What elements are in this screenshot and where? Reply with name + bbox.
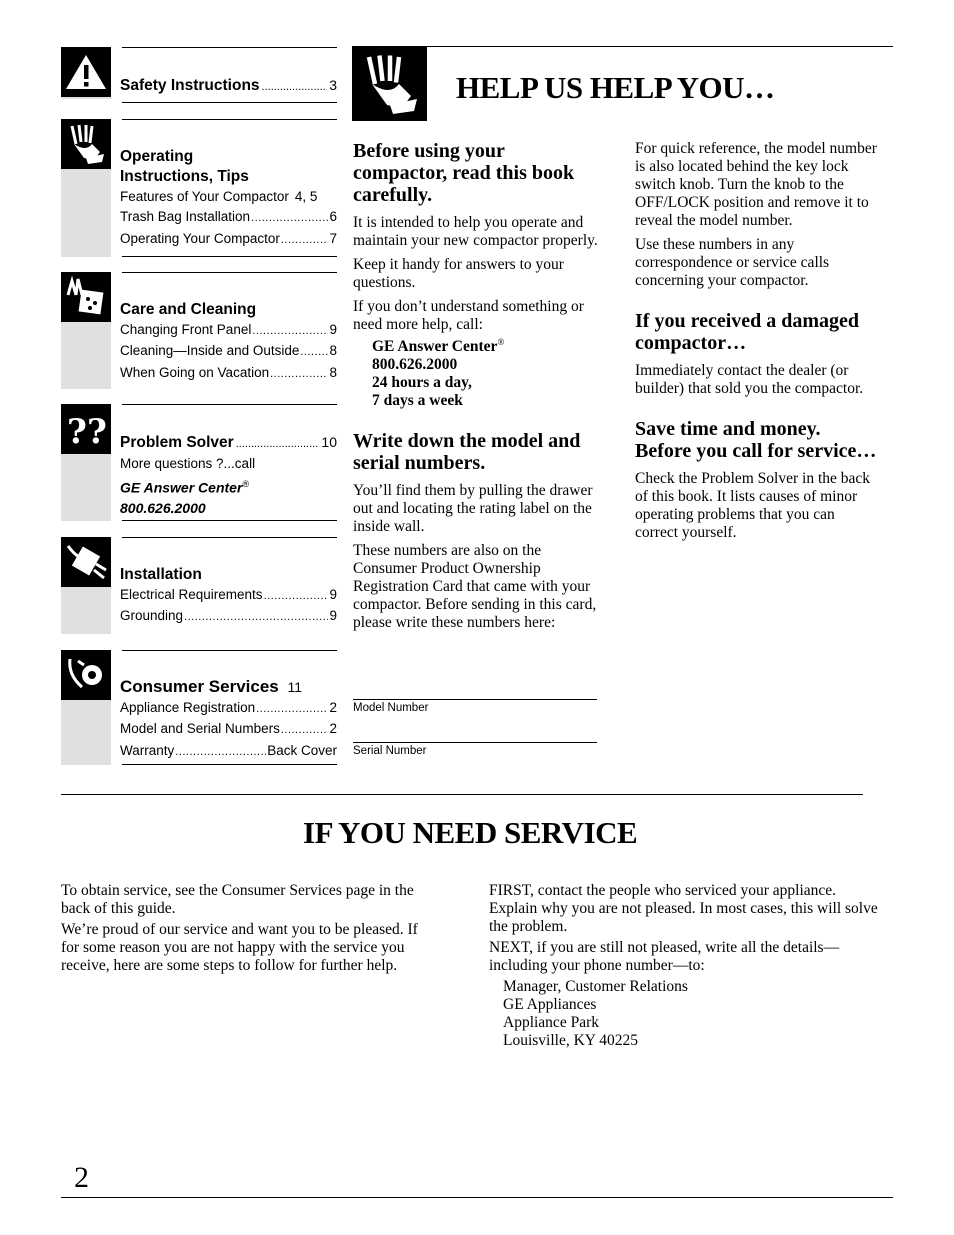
write-p1: You’ll find them by pulling the drawer out and locating the rating label on the inside wall. <box>353 482 593 535</box>
hand-pressing-icon <box>61 119 111 169</box>
write-p2: These numbers are also on the Consumer Product Ownership Registration Card that came with your compactor. Before sending in this card, please write these numbers here: <box>353 542 597 631</box>
toc-care <box>61 272 337 389</box>
toc-item[interactable]: When Going on Vacation ..... 8 <box>120 363 337 384</box>
toc-item[interactable]: Grounding ..... 9 <box>120 606 337 627</box>
service-right-p2: NEXT, if you are still not pleased, write all the details—including your phone number—to: <box>489 939 840 974</box>
toc-installation-heading: Installation <box>120 566 202 583</box>
service-left-p1: To obtain service, see the Consumer Services page in the back of this guide. <box>61 882 414 917</box>
toc-phone: 800.626.2000 <box>120 499 206 516</box>
toc-item[interactable]: Electrical Requirements ..... 9 <box>120 585 337 606</box>
save-p1: Check the Problem Solver in the back of this book. It lists causes of minor operating problems that you can correct yourself. <box>635 470 871 541</box>
svg-text:?: ? <box>67 412 87 451</box>
toc-more-questions: More questions ?...call <box>120 456 256 471</box>
toc-item[interactable]: Cleaning—Inside and Outside ..... 8 <box>120 341 337 362</box>
damaged-heading: If you received a damaged compactor… <box>635 310 860 354</box>
answer-center-phone: 800.626.2000 <box>372 356 458 373</box>
answer-center-hours: 24 hours a day, <box>372 374 472 391</box>
toc-safety-page: 3 <box>329 77 337 93</box>
toc-consumer-heading: Consumer Services <box>120 677 279 696</box>
service-left-p2: We’re proud of our service and want you to be pleased. If for some reason you are not happy with the service you receive, here are some steps to follow for further help. <box>61 921 418 974</box>
toc-item[interactable]: Changing Front Panel ..... 9 <box>120 320 337 341</box>
toc-operating-heading-2: Instructions, Tips <box>120 168 249 185</box>
model-number-field[interactable] <box>353 699 597 700</box>
toc-problem-heading: Problem Solver <box>120 434 234 451</box>
serial-number-label: Serial Number <box>353 745 427 757</box>
damaged-p1: Immediately contact the dealer (or builder) that sold you the compactor. <box>635 362 864 397</box>
model-number-label: Model Number <box>353 702 429 714</box>
address-line: Appliance Park <box>503 1014 599 1031</box>
toc-item[interactable]: Features of Your Compactor 4, 5 <box>120 189 318 204</box>
toc-consumer <box>61 650 337 765</box>
service-column-left <box>61 882 436 981</box>
toc-item[interactable]: Appliance Registration ..... 2 <box>120 698 337 719</box>
toc-item[interactable]: Operating Your Compactor ..... 7 <box>120 229 337 250</box>
page-title: HELP US HELP YOU… <box>456 70 775 105</box>
hand-pressing-header-icon <box>352 47 427 121</box>
cleaning-sponge-icon <box>61 272 111 322</box>
toc-problem-entry[interactable]: Problem Solver ..... 10 <box>120 432 337 454</box>
service-title: IF YOU NEED SERVICE <box>303 815 638 850</box>
quick-p2: Use these numbers in any correspondence or service calls concerning your compactor. <box>635 236 830 289</box>
page-number: 2 <box>74 1161 89 1194</box>
address-line: GE Appliances <box>503 996 597 1013</box>
svg-text:?: ? <box>87 412 107 451</box>
answer-center-days: 7 days a week <box>372 392 463 409</box>
question-icon <box>61 404 111 454</box>
before-p1: It is intended to help you operate and maintain your new compactor properly. <box>353 214 598 249</box>
address-line: Louisville, KY 40225 <box>503 1032 639 1049</box>
toc-care-heading: Care and Cleaning <box>120 301 257 318</box>
service-column-right <box>489 882 884 1050</box>
toc-operating-heading-1: Operating <box>120 148 194 165</box>
before-p3: If you don’t understand something or need more help, call: <box>353 298 584 333</box>
before-heading: Before using your compactor, read this book carefully. <box>353 140 575 206</box>
service-right-p1: FIRST, contact the people who serviced your appliance. Explain why you are not pleased. In most cases, this will solve the problem. <box>489 882 878 935</box>
toc-item[interactable]: Warranty ..... Back Cover <box>120 741 337 762</box>
toc-consumer-entry[interactable]: Consumer Services 11 <box>120 677 303 696</box>
help-column-left <box>353 140 598 638</box>
mailing-address <box>503 978 884 1050</box>
toc-safety <box>61 47 337 99</box>
plug-icon <box>61 537 111 587</box>
warning-icon <box>61 47 111 97</box>
toc-item[interactable]: Trash Bag Installation ..... 6 <box>120 207 337 228</box>
toc-operating <box>61 119 337 257</box>
toc-safety-heading: Safety Instructions <box>120 77 260 94</box>
help-column-right <box>635 140 880 548</box>
toc-problem <box>61 404 337 521</box>
save-heading: Save time and money. Before you call for service… <box>635 418 877 462</box>
telephone-icon <box>61 650 111 700</box>
quick-p1: For quick reference, the model number is also located behind the key lock switch knob. Turn the knob to the OFF/LOCK position and remove it to reveal the model number. <box>635 140 877 229</box>
address-line: Manager, Customer Relations <box>503 978 688 995</box>
toc-installation <box>61 537 337 634</box>
serial-number-field[interactable] <box>353 742 597 743</box>
answer-center-name: GE Answer Center® <box>372 336 505 355</box>
toc-item[interactable]: Model and Serial Numbers ..... 2 <box>120 719 337 740</box>
before-p2: Keep it handy for answers to your questions. <box>353 256 564 291</box>
toc-safety-entry[interactable] <box>120 75 337 97</box>
toc-answer-center: GE Answer Center® <box>120 479 250 496</box>
write-heading: Write down the model and serial numbers. <box>353 430 581 474</box>
